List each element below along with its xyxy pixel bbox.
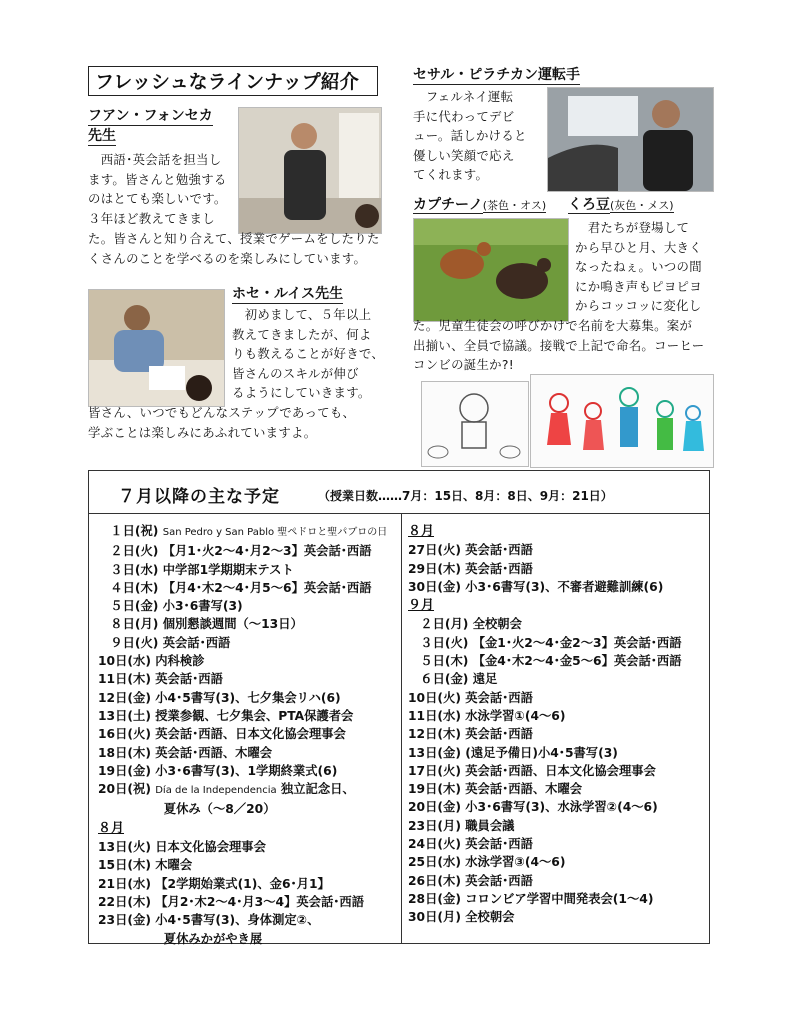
schedule-entry [408, 744, 708, 762]
schedule-entry [408, 725, 708, 743]
entry-text: 27日(火) 英会話･西語 [408, 543, 533, 558]
entry-text: 10日(火) 英会話･西語 [408, 690, 533, 705]
chicken-line: からコッコッに変化し [575, 298, 702, 314]
schedule-entry [98, 800, 398, 818]
schedule-entry [408, 615, 708, 633]
schedule-entry [98, 542, 398, 560]
juan-photo [238, 107, 382, 234]
schedule-entry [98, 652, 398, 670]
juan-line: た。皆さんと知り合えて、授業でゲームをしたりた [88, 231, 380, 246]
entry-text: 夏休み（～8／20） [98, 802, 276, 817]
juan-name-suffix: 先生 [88, 128, 116, 144]
schedule-entry [98, 670, 398, 688]
entry-text: 16日(火) 英会話･西語、日本文化協会理事会 [98, 727, 346, 742]
schedule-entry [98, 689, 398, 707]
schedule-entry [98, 893, 398, 911]
juan-line: 西語･英会話を担当し [88, 152, 222, 167]
drawing-family [530, 374, 714, 468]
schedule-entry [408, 670, 708, 688]
chicken-line: から早ひと月、大きく [575, 239, 702, 255]
jose-line: るようにしていきます。 [232, 385, 371, 401]
entry-text: ３日(水) 中学部1学期期末テスト [98, 562, 294, 577]
schedule-entry [408, 596, 708, 615]
schedule-entry [98, 819, 398, 838]
entry-text: 21日(水) 【2学期始業式(1)、金6･月1】 [98, 876, 330, 891]
entry-text: ６日(金) 遠足 [408, 672, 498, 687]
entry-text: 11日(水) 水泳学習①(4～6) [408, 708, 566, 723]
entry-text: 19日(木) 英会話･西語、木曜会 [408, 782, 583, 797]
chicken-text-narrow [575, 218, 715, 316]
entry-text: 19日(金) 小3･6書写(3)、1学期終業式(6) [98, 763, 338, 778]
schedule-right-column [408, 522, 708, 927]
chicken-a-name: カプチーノ [413, 197, 483, 213]
cesar-line: 手に代わってデビ [413, 108, 515, 124]
entry-text: 30日(月) 全校朝会 [408, 910, 515, 925]
entry-text: 夏休みかがやき展 [98, 931, 263, 946]
chickens-photo [413, 218, 569, 322]
schedule-entry [408, 578, 708, 596]
entry-text: ８日(月) 個別懇談週間（～13日） [98, 617, 303, 632]
schedule-entry [98, 579, 398, 597]
entry-text: 12日(金) 小4･5書写(3)、七夕集会リハ(6) [98, 690, 341, 705]
jose-line: りも教えることが好きで、 [232, 346, 385, 362]
schedule-entry [408, 634, 708, 652]
cesar-photo [547, 87, 714, 192]
month-heading: ８月 [408, 524, 435, 539]
schedule-entry [98, 875, 398, 893]
schedule-entry [408, 541, 708, 559]
schedule-entry [98, 634, 398, 652]
schedule-entry [98, 762, 398, 780]
schedule-entry [408, 835, 708, 853]
entry-text: ２日(火) 【月1･火2～4･月2～3】英会話･西語 [98, 544, 372, 559]
cesar-line: てくれます。 [413, 167, 489, 183]
jose-text-wide [88, 403, 398, 442]
juan-text-narrow [88, 150, 238, 228]
chicken-b-name: くろ豆 [567, 197, 610, 213]
entry-text: 10日(水) 内科検診 [98, 654, 205, 669]
jose-line: 学ぶことは楽しみにあふれていますよ。 [88, 424, 317, 440]
cesar-line: 優しい笑顔で応え [413, 147, 515, 163]
schedule-title: ７月以降の主な予定 [118, 487, 280, 507]
schedule-entry [98, 911, 398, 929]
juan-line: くさんのことを学べるのを楽しみにしています。 [88, 250, 367, 266]
entry-text: 23日(金) 小4･5書写(3)、身体測定②、 [98, 913, 320, 928]
schedule-entry [408, 798, 708, 816]
entry-spanish: San Pedro y San Pablo 聖ペドロと聖パブロの日 [162, 527, 388, 538]
schedule-entry [408, 908, 708, 926]
entry-text: 30日(金) 小3･6書写(3)、不審者避難訓練(6) [408, 579, 664, 594]
schedule-entry [408, 853, 708, 871]
juan-line: ます。皆さんと勉強する [88, 171, 227, 187]
entry-text: 20日(祝) [98, 782, 156, 797]
chicken-line: コンビの誕生か?! [413, 357, 514, 373]
schedule-entry [98, 744, 398, 762]
schedule-entry [408, 689, 708, 707]
schedule-divider [401, 514, 402, 944]
entry-text: ３日(火) 【金1･火2～4･金2～3】英会話･西語 [408, 635, 682, 650]
chicken-line: にか鳴き声もピヨピヨ [575, 278, 702, 294]
entry-text: 13日(火) 日本文化協会理事会 [98, 840, 266, 855]
schedule-left-column [98, 522, 398, 948]
schedule-entry [408, 707, 708, 725]
schedule-entry [408, 780, 708, 798]
schedule-entry [408, 762, 708, 780]
schedule-entry [408, 652, 708, 670]
schedule-entry [408, 560, 708, 578]
schedule-entry [408, 522, 708, 541]
schedule-entry [98, 780, 398, 800]
jose-text-narrow [232, 305, 392, 403]
entry-text: 12日(木) 英会話･西語 [408, 727, 533, 742]
entry-text: 17日(火) 英会話･西語、日本文化協会理事会 [408, 763, 656, 778]
entry-text: 18日(木) 英会話･西語、木曜会 [98, 745, 273, 760]
entry-spanish: Día de la Independencia [155, 785, 277, 797]
chicken-line: なったねぇ。いつの間 [575, 259, 702, 275]
jose-line: 初めまして、５年以上 [232, 307, 372, 322]
cesar-line: ュー。話しかけると [413, 128, 527, 144]
entry-text-extra: 独立記念日、 [276, 782, 355, 797]
jose-line: 皆さん、いつでもどんなステップであっても、 [88, 405, 356, 420]
jose-photo [88, 289, 225, 407]
schedule-entry [98, 725, 398, 743]
cesar-line: フェルネイ運転 [413, 89, 514, 104]
entry-text: 23日(月) 職員会議 [408, 818, 515, 833]
cesar-name: セサル・ピラチカン運転手 [413, 67, 581, 83]
juan-line: ３年ほど教えてきまし [88, 210, 215, 226]
schedule-entry [98, 856, 398, 874]
juan-name: フアン・フォンセカ [88, 108, 213, 124]
schedule-entry [98, 930, 398, 948]
schedule-entry [408, 890, 708, 908]
chicken-b-note: (灰色・メス) [609, 199, 674, 212]
schedule-entry [98, 597, 398, 615]
entry-text: ５日(木) 【金4･木2～4･金5～6】英会話･西語 [408, 654, 682, 669]
entry-text: ５日(金) 小3･6書写(3) [98, 599, 243, 614]
jose-line: 皆さんのスキルが伸び [232, 365, 359, 381]
entry-text: ２日(月) 全校朝会 [408, 617, 522, 632]
entry-text: 13日(金) (遠足予備日)小4･5書写(3) [408, 745, 618, 760]
jose-name: ホセ・ルイス先生 [232, 286, 344, 302]
entry-text: 13日(土) 授業参観、七夕集会、PTA保護者会 [98, 708, 354, 723]
entry-text: 25日(水) 水泳学習③(4～6) [408, 855, 566, 870]
drawing-boy [421, 381, 529, 467]
entry-text: 29日(木) 英会話･西語 [408, 561, 533, 576]
entry-text: ４日(木) 【月4･木2～4･月5～6】英会話･西語 [98, 580, 372, 595]
chicken-names [413, 194, 674, 214]
schedule-entry [408, 872, 708, 890]
chicken-text-wide [413, 316, 713, 375]
entry-text: 20日(金) 小3･6書写(3)、水泳学習②(4～6) [408, 800, 658, 815]
entry-text: 26日(木) 英会話･西語 [408, 873, 533, 888]
schedule-entry [98, 707, 398, 725]
schedule-subtitle: （授業日数……7月：15日、8月：8日、9月：21日） [318, 489, 613, 503]
section-title: フレッシュなラインナップ紹介 [88, 66, 378, 96]
entry-text: 15日(木) 木曜会 [98, 858, 193, 873]
juan-text-wide [88, 229, 388, 268]
chicken-a-note: (茶色・オス) [482, 199, 547, 212]
entry-text: 11日(木) 英会話･西語 [98, 672, 223, 687]
entry-text: ９日(火) 英会話･西語 [98, 635, 231, 650]
schedule-entry [408, 817, 708, 835]
jose-line: 教えてきましたが、何よ [232, 326, 372, 342]
schedule-entry [98, 561, 398, 579]
schedule-entry [98, 522, 398, 542]
month-heading: ９月 [408, 598, 435, 614]
entry-text: １日(祝) [98, 524, 163, 538]
juan-line: のはとても楽しいです。 [88, 191, 227, 207]
entry-text: 24日(火) 英会話･西語 [408, 837, 533, 852]
chicken-line: 出揃い、全員で協議。接戦で上記で命名。コーヒー [413, 337, 705, 353]
schedule-entry [98, 615, 398, 633]
entry-text: 28日(金) コロンビア学習中間発表会(1～4) [408, 891, 654, 906]
entry-text: 22日(木) 【月2･木2～4･月3～4】英会話･西語 [98, 894, 365, 909]
month-heading: ８月 [98, 820, 125, 836]
chicken-line: 君たちが登場して [575, 220, 690, 235]
chicken-line: た。児童生徒会の呼びかけで名前を大募集。案が [413, 318, 693, 333]
schedule-entry [98, 838, 398, 856]
cesar-text [413, 87, 543, 185]
